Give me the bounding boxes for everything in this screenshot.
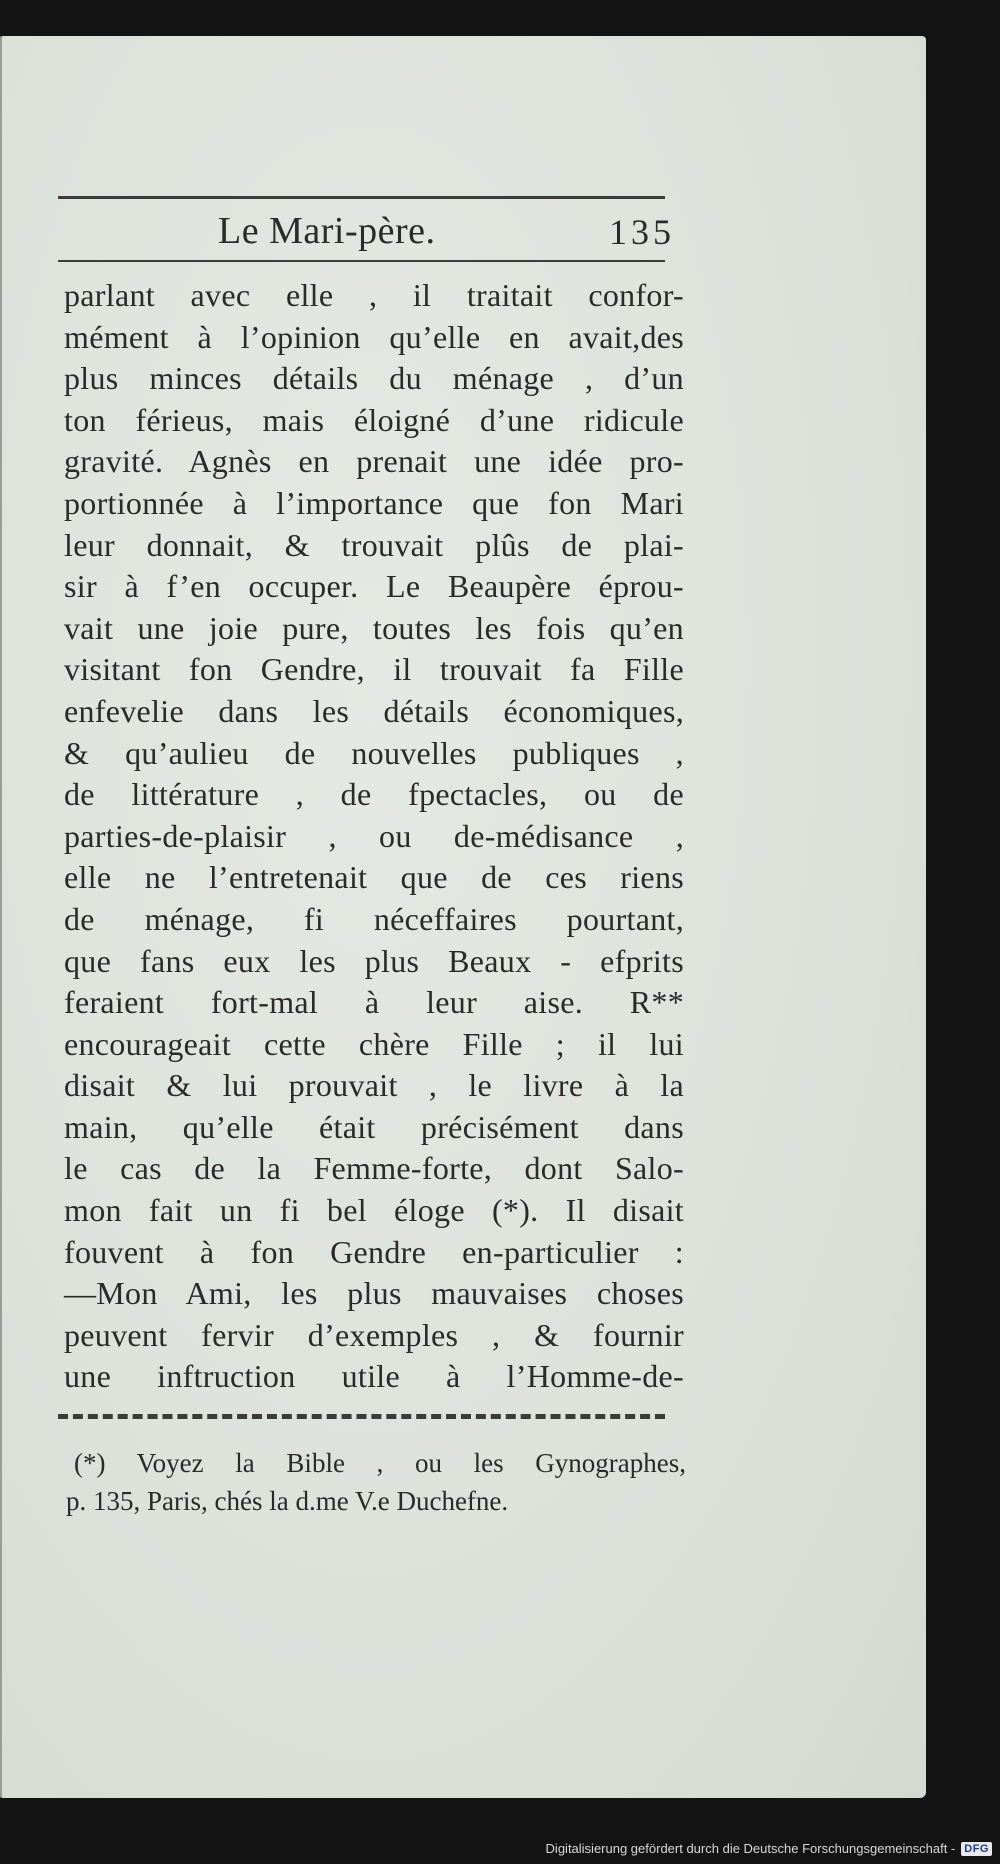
text-line: sir à f’en occuper. Le Beaupère éprou-	[64, 568, 684, 605]
text-line: —Mon Ami, les plus mauvaises choses	[64, 1275, 684, 1312]
text-line: que fans eux les plus Beaux - efprits	[64, 942, 684, 979]
text-line: fouvent à fon Gendre en-particulier :	[64, 1233, 684, 1270]
page-number: 135	[609, 212, 675, 252]
text-line: & qu’aulieu de nouvelles publiques ,	[64, 734, 684, 771]
text-line: plus minces détails du ménage , d’un	[64, 360, 684, 397]
running-title: Le Mari-père.	[218, 210, 436, 252]
text-line: de ménage, fi néceffaires pourtant,	[64, 900, 684, 937]
credit-text: Digitalisierung gefördert durch die Deutsche Forschungsgemeinschaft -	[545, 1841, 956, 1856]
footnote-line: p. 135, Paris, chés la d.me V.e Duchefne.	[66, 1486, 509, 1516]
header-rule-bottom	[58, 260, 665, 262]
text-line: disait & lui prouvait , le livre à la	[64, 1067, 684, 1104]
text-line: le cas de la Femme-forte, dont Salo-	[64, 1150, 684, 1187]
text-line: de littérature , de fpectacles, ou de	[64, 776, 684, 813]
text-line: visitant fon Gendre, il trouvait fa Fille	[64, 651, 684, 688]
text-line: leur donnait, & trouvait plûs de plai-	[64, 526, 684, 563]
dfg-logo-icon: DFG	[961, 1842, 992, 1856]
text-line: mément à l’opinion qu’elle en avait,des	[64, 318, 684, 355]
text-line: mon fait un fi bel éloge (*). Il disait	[64, 1192, 684, 1229]
main-text	[64, 275, 684, 1398]
text-line: elle ne l’entretenait que de ces riens	[64, 859, 684, 896]
text-line: gravité. Agnès en prenait une idée pro-	[64, 443, 684, 480]
footnote-separator	[58, 1414, 665, 1419]
digitization-credit	[546, 1841, 992, 1856]
text-line: une inftruction utile à l’Homme-de-	[64, 1358, 684, 1395]
text-line: feraient fort-mal à leur aise. R**	[64, 984, 684, 1021]
footnote	[66, 1444, 686, 1520]
text-line: main, qu’elle était précisément dans	[64, 1108, 684, 1145]
text-line: parlant avec elle , il traitait confor-	[64, 277, 684, 313]
running-header	[58, 206, 675, 260]
footnote-line: (*) Voyez la Bible , ou les Gynographes,	[74, 1448, 686, 1478]
text-line: peuvent fervir d’exemples , & fournir	[64, 1316, 684, 1353]
text-line: parties-de-plaisir , ou de-médisance ,	[64, 817, 684, 854]
text-line: enfevelie dans les détails économiques,	[64, 692, 684, 729]
text-line: ton férieus, mais éloigné d’une ridicule	[64, 401, 684, 438]
text-line: vait une joie pure, toutes les fois qu’en	[64, 609, 684, 646]
text-line: portionnée à l’importance que fon Mari	[64, 484, 684, 521]
text-line: encourageait cette chère Fille ; il lui	[64, 1025, 684, 1062]
header-rule-top	[58, 196, 665, 199]
